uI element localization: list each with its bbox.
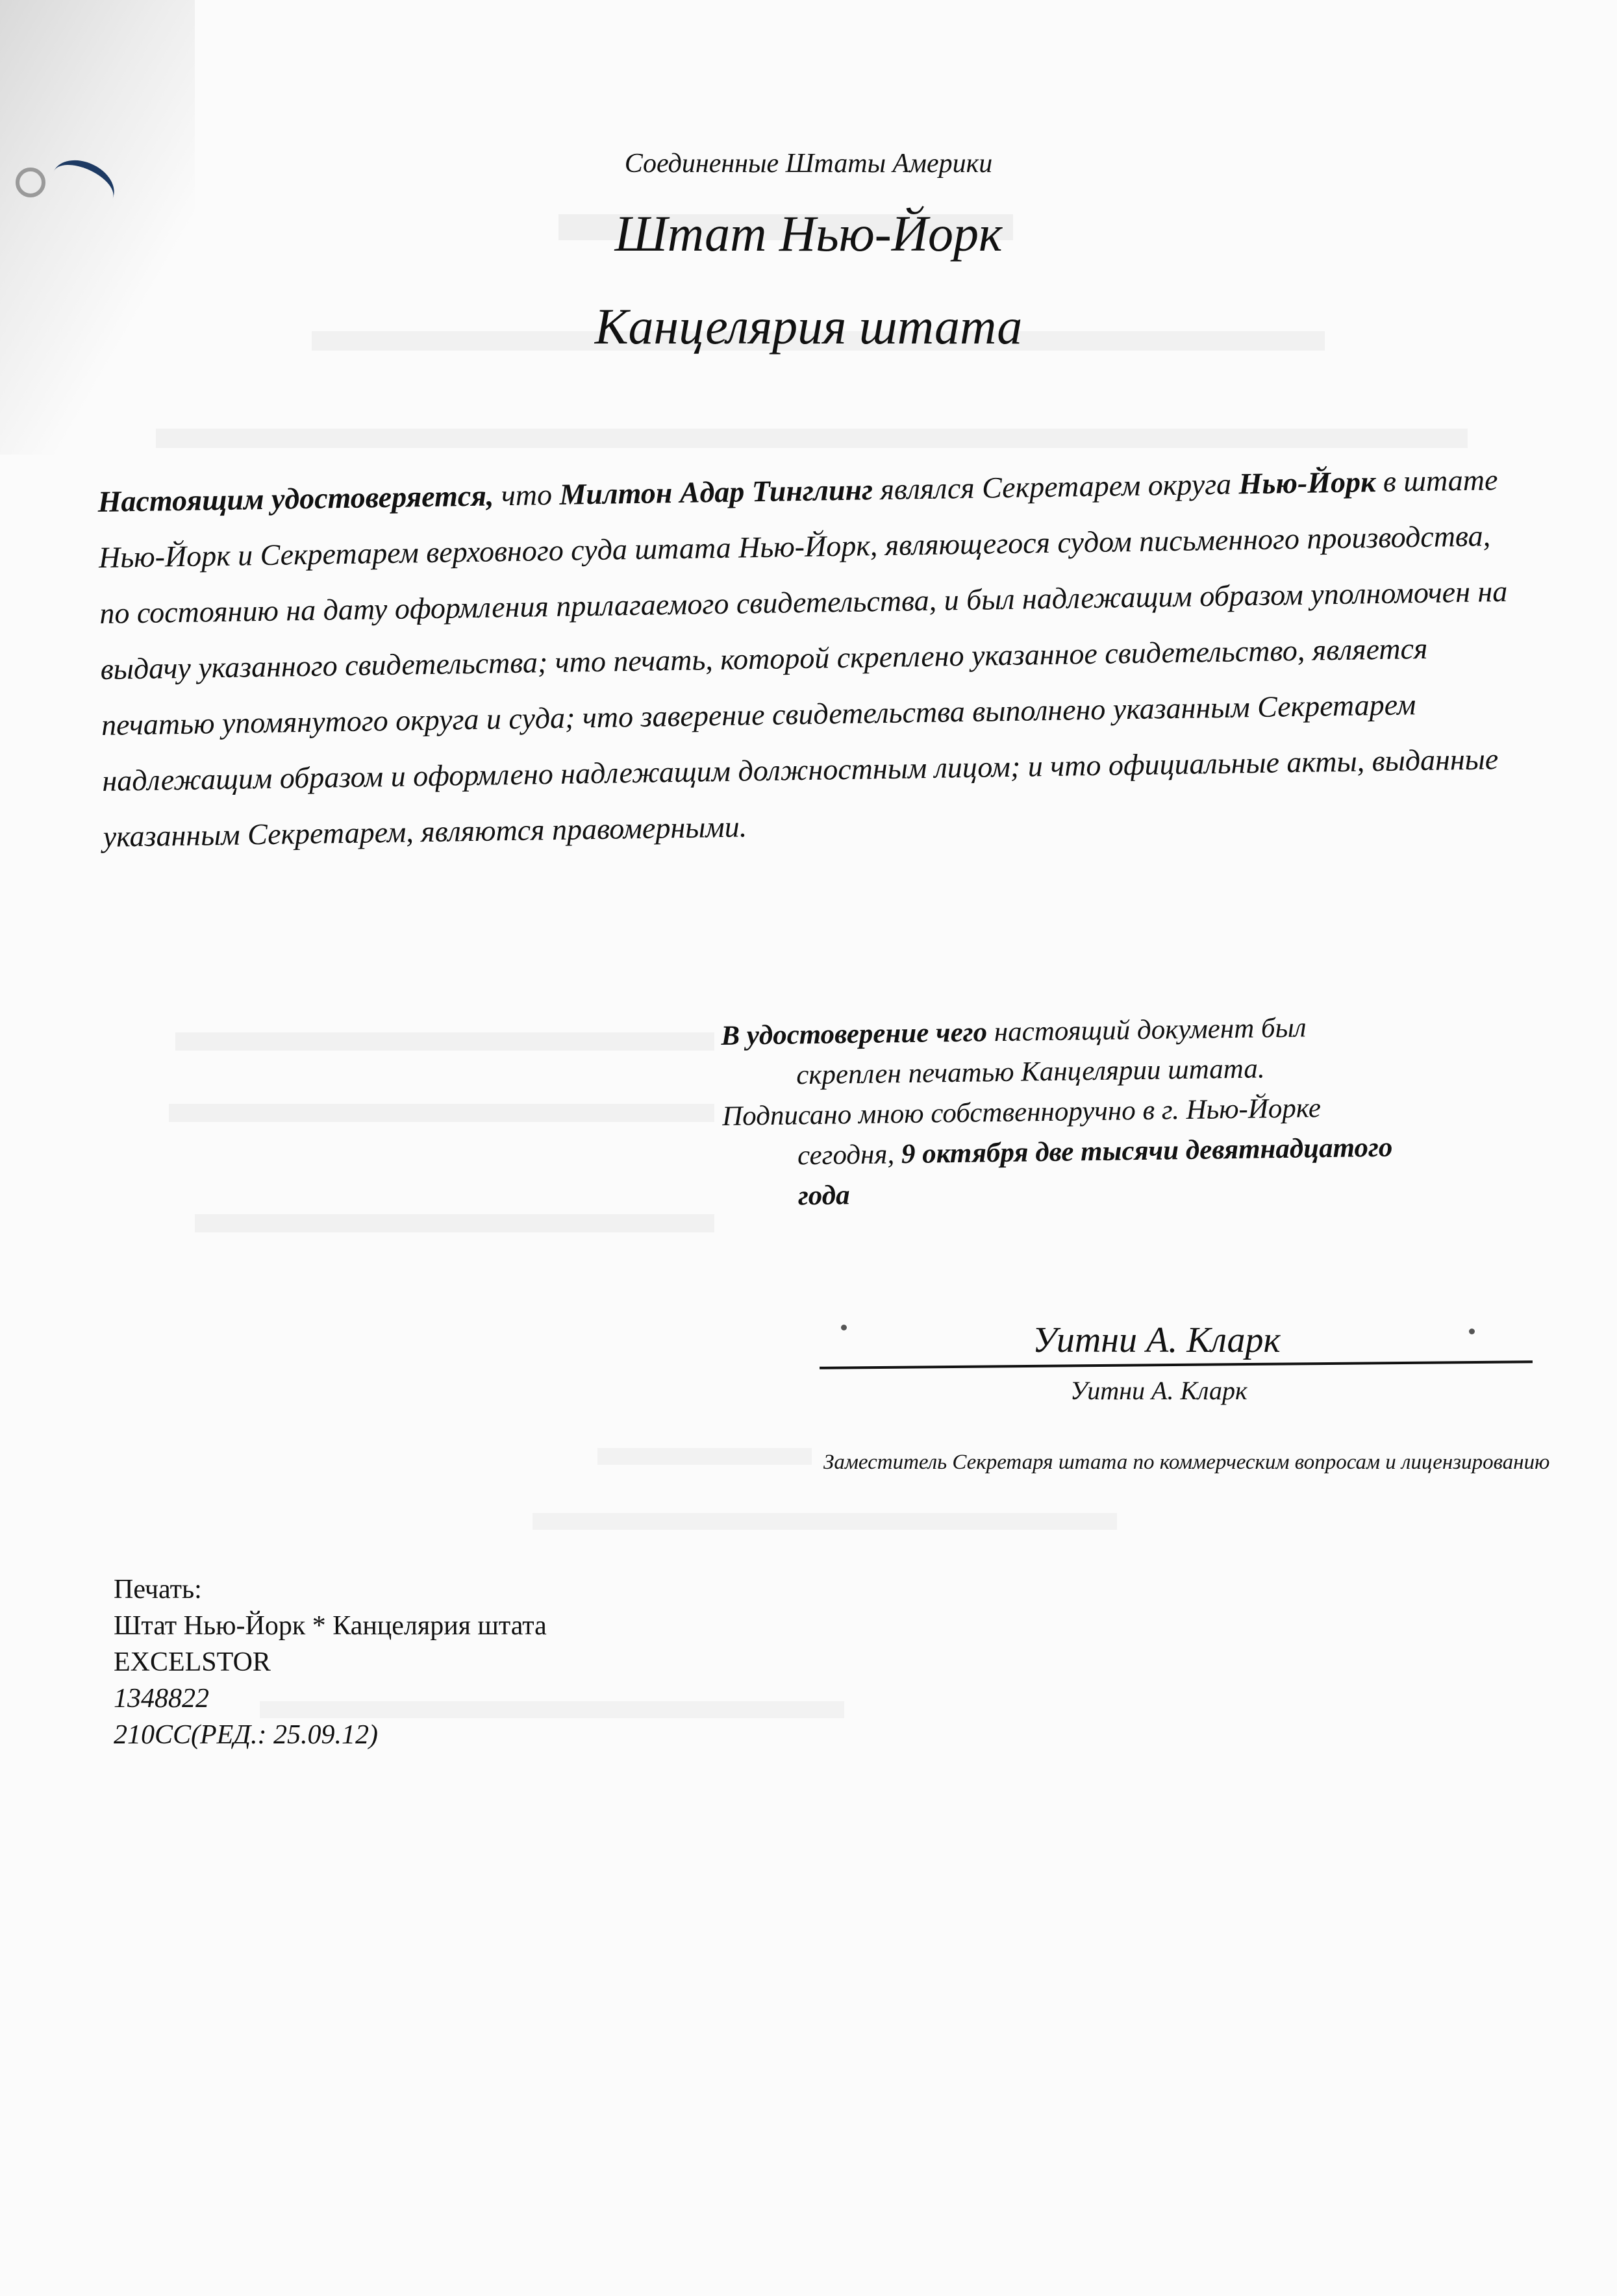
text-fragment: что [493,477,560,512]
show-through-mark [195,1214,714,1232]
show-through-mark [175,1032,714,1051]
signer-title: Заместитель Секретаря штата по коммерческим вопросам и лицензированию [823,1451,1550,1474]
seal-block [114,1571,547,1753]
certification-lead: Настоящим удостоверяется, [97,479,494,518]
header-state: Штат Нью-Йорк [614,205,1003,262]
show-through-mark [597,1448,812,1465]
witness-block [721,1004,1542,1217]
show-through-mark [156,429,1468,448]
show-through-mark [533,1513,1117,1530]
form-code: 210СС(РЕД.: 25.09.12) [114,1720,379,1750]
witness-lead: В удостоверение чего [721,1017,988,1051]
signature-line [820,1360,1533,1369]
signature-caption: Уитни А. Кларк [1070,1376,1247,1405]
witness-line: Подписано мною собственноручно в г. Нью-Йорке [721,1093,1322,1132]
text-fragment: в штате Нью-Йорк и Секретарем верховного суда штата Нью-Йорк, являющегося судом письменного производства, по состоянию на дату оформления прилагаемого свидетельства, и был надлежащим образом уполномочен на выдачу указанного свидетельства; что печать, которой скреплено указанное свидетельство, является печатью упомянутого округа и суда; что заверение свидетельства выполнено указанным Секретарем надлежащим образом и оформлено надлежащим должностным лицом; и что официальные акты, выданные указанным Секретарем, являются правомерными. [98,463,1508,853]
signing-date-year: года [797,1180,850,1212]
seal-label: Печать: [114,1575,202,1604]
header-country: Соединенные Штаты Америки [624,149,993,179]
text-fragment: являлся Секретарем округа [872,467,1239,506]
certification-paragraph [97,451,1532,864]
county-name: Нью-Йорк [1238,465,1376,501]
witness-line: скреплен печатью Канцелярии штата. [796,1053,1265,1091]
speck [1469,1329,1475,1334]
speck [841,1325,847,1330]
seal-line: Штат Нью-Йорк * Канцелярия штата [114,1611,547,1641]
signature: Уитни А. Кларк [1033,1320,1281,1360]
seal-motto: EXCELSTOR [114,1647,271,1677]
seal-number: 1348822 [114,1684,209,1714]
show-through-mark [169,1104,714,1122]
text-fragment: сегодня, [797,1139,902,1171]
clerk-name: Милтон Адар Тинглинг [559,473,873,511]
text-fragment: настоящий документ был [986,1012,1307,1048]
header-office: Канцелярия штата [594,298,1023,355]
signing-date: 9 октября две тысячи девятнадцатого [901,1132,1393,1170]
